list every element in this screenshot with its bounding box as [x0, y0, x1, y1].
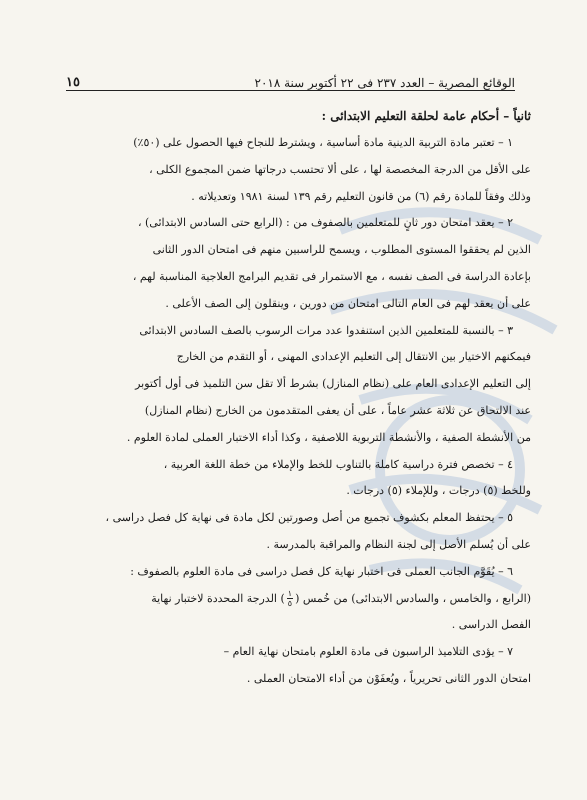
- body-text: [50, 104, 531, 693]
- item-3-line-1: ٣ – بالنسبة للمتعلمين الذين استنفدوا عدد مرات الرسوب بالصف السادس الابتدائى: [139, 323, 513, 337]
- item-6-line-3: الفصل الدراسى .: [451, 618, 531, 632]
- item-3-line-5: من الأنشطة الصفية ، والأنشطة التربوية اللاصفية ، وكذا أداء الاختبار العملى لمادة العلوم .: [126, 430, 531, 444]
- fraction-numerator: ١: [287, 589, 293, 599]
- section-heading: ثانياً – أحكام عامة لحلقة التعليم الابتدائى :: [321, 109, 531, 123]
- item-4-line-2: وللخط (٥) درجات ، وللإملاء (٥) درجات .: [346, 484, 531, 498]
- item-7-line-2: امتحان الدور الثانى تحريرياً ، ويُعفَوْن من أداء الامتحان العملى .: [246, 671, 531, 685]
- item-6-line-1: ٦ – يُقَوَّم الجانب العملى فى اختبار نهاية كل فصل دراسى فى مادة العلوم بالصفوف :: [130, 564, 513, 578]
- one-fifth-fraction: [287, 589, 293, 608]
- item-6-line-2: [50, 586, 531, 613]
- item-2-line-2: الذين لم يحققوا المستوى المطلوب ، ويسمح للراسبين منهم فى امتحان الدور الثانى: [152, 243, 531, 257]
- item-3-line-4: عند الالتحاق عن ثلاثة عشر عاماً ، على أن يعفى المتقدمون من الخارج (نظام المنازل): [144, 403, 531, 417]
- item-2-line-4: على أن يعقد لهم فى العام التالى امتحان من دورين ، وينقلون إلى الصف الأعلى .: [165, 296, 531, 310]
- item-1-line-2: على الأقل من الدرجة المخصصة لها ، على ألا تحتسب درجاتها ضمن المجموع الكلى ،: [149, 162, 531, 176]
- item-3-line-3: إلى التعليم الإعدادى العام على (نظام المنازل) بشرط ألا تقل سن التلميذ فى أول أكتوبر: [135, 377, 531, 391]
- item-3-line-2: فيمكنهم الاختيار بين الانتقال إلى التعليم الإعدادى المهنى ، أو التقدم من الخارج: [176, 350, 531, 364]
- item-4-line-1: ٤ – تخصص فترة دراسية كاملة بالتناوب للخط والإملاء من خطة اللغة العربية ،: [163, 457, 513, 471]
- running-header: [66, 66, 515, 91]
- item-5-line-2: على أن يُسلم الأصل إلى لجنة النظام والمراقبة بالمدرسة .: [266, 537, 531, 551]
- item-1-line-3: وذلك وفقاً للمادة رقم (٦) من قانون التعليم رقم ١٣٩ لسنة ١٩٨١ وتعديلاته .: [191, 189, 531, 203]
- running-title: الوقائع المصرية – العدد ٢٣٧ فى ٢٢ أكتوبر سنة ٢٠١٨: [254, 76, 515, 90]
- item-5-line-1: ٥ – يحتفظ المعلم بكشوف تجميع من أصل وصورتين لكل مادة فى نهاية كل فصل دراسى ،: [105, 511, 513, 525]
- item-2-line-3: بإعادة الدراسة فى الصف نفسه ، مع الاستمرار فى تقديم البرامج العلاجية المناسبة لهم ،: [132, 269, 531, 283]
- item-1-line-1: ١ – تعتبر مادة التربية الدينية مادة أساسية ، ويشترط للنجاح فيها الحصول على (٥٠٪): [133, 136, 513, 149]
- item-6-line-2-start: (الرابع ، والخامس ، والسادس الابتدائى) من خُمس (: [295, 591, 531, 605]
- item-2-line-1: ٢ – يعقد امتحان دور ثانٍ للمتعلمين بالصفوف من : (الرابع حتى السادس الابتدائى) ،: [137, 216, 513, 230]
- page-number: ١٥: [66, 75, 80, 90]
- fraction-denominator: ٥: [287, 599, 293, 609]
- item-6-line-2-end: ) الدرجة المحددة لاختبار نهاية: [151, 591, 285, 605]
- item-7-line-1: ٧ – يؤدى التلاميذ الراسبون فى مادة العلوم بامتحان نهاية العام –: [223, 645, 513, 659]
